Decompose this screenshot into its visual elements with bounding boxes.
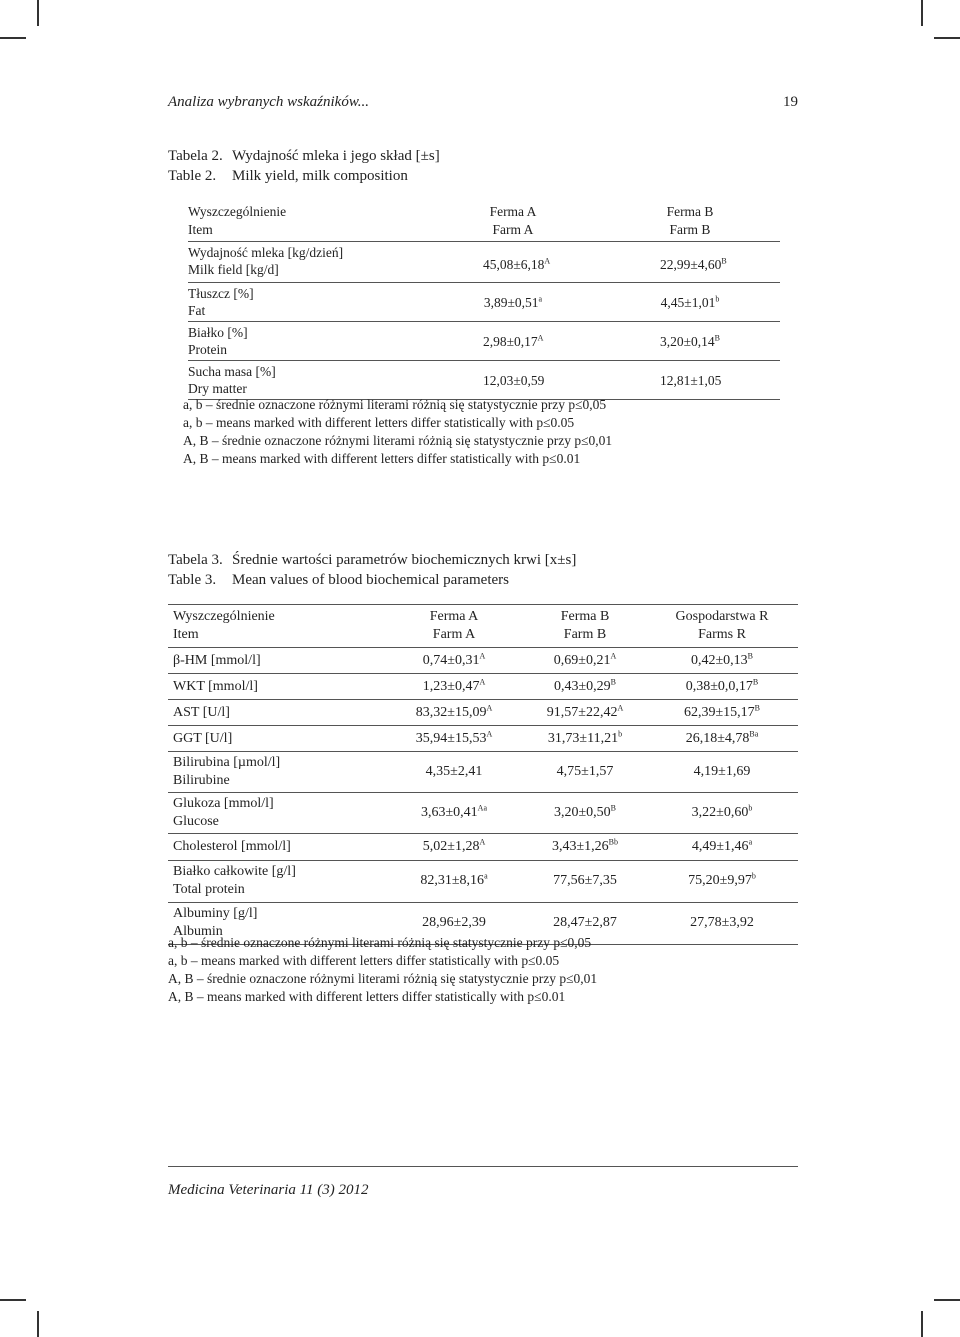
table-row: Bilirubina [µmol/l] Bilirubine 4,35±2,41 4,75±1,57 4,19±1,69 xyxy=(168,752,798,793)
crop-mark xyxy=(921,1311,923,1337)
caption-text: Wydajność mleka i jego skład [±s] xyxy=(232,148,440,164)
table-row: β-HM [mmol/l] $0,74\pm 0,31^A$ $0,69\pm 0,21^A$ $0,42\pm 0,13^B$ xyxy=(168,648,798,674)
crop-mark xyxy=(37,1311,39,1337)
table-note: a, b – means marked with different letters differ statistically with p≤0.05 xyxy=(168,953,560,968)
column-header: Ferma B Farm B xyxy=(666,204,714,237)
column-header: Wyszczególnienie Item xyxy=(188,204,287,237)
running-header xyxy=(168,94,798,111)
table-row: Sucha masa [%] Dry matter 12,03±0,59 12,81±1,05 xyxy=(188,361,780,400)
journal-footer: Medicina Veterinaria 11 (3) 2012 xyxy=(168,1182,369,1198)
crop-mark xyxy=(934,37,960,39)
table-row: Glukoza [mmol/l] Glucose $3,63\pm 0,41^{Aa}$ $3,20\pm 0,50^B$ 3,22±0,60$^b$ xyxy=(168,793,798,834)
table-row: GGT [U/l] $35,94\pm 15,53^A$ 31,73±11,21$^b$ $26,18\pm 4,78^{Ba}$ xyxy=(168,726,798,752)
table3-notes xyxy=(168,934,597,1006)
table2-caption xyxy=(168,146,440,186)
column-header: Ferma B Farm B xyxy=(560,609,610,642)
crop-mark xyxy=(37,0,39,26)
table-row: AST [U/l] $83,32\pm 15,09^A$ $91,57\pm 22,42^A$ $62,39\pm 15,17^B$ xyxy=(168,700,798,726)
table-row: Albuminy [g/l] Albumin 28,96±2,39 28,47±2,87 27,78±3,92 xyxy=(168,903,798,945)
table-note: a, b – średnie oznaczone różnymi literami różnią się statystycznie przy p≤0,05 xyxy=(168,935,592,950)
column-header: Gospodarstwa R Farms R xyxy=(675,609,769,642)
table-note: A, B – means marked with different letters differ statistically with p≤0.01 xyxy=(183,451,581,466)
table-note: A, B – średnie oznaczone różnymi literami różnią się statystycznie przy p≤0,01 xyxy=(168,971,598,986)
table-note: A, B – means marked with different letters differ statistically with p≤0.01 xyxy=(168,989,566,1004)
table-row: Białko [%] Protein $2,98\pm 0,17^A$ $3,20\pm 0,14^B$ xyxy=(188,322,780,361)
table-row: Wydajność mleka [kg/dzień] Milk field [kg/d] $45,08\pm 6,18^A$ $22,99\pm 4,60^B$ xyxy=(188,242,780,283)
crop-mark xyxy=(0,37,26,39)
table3 xyxy=(168,604,798,945)
table2 xyxy=(188,201,780,400)
table2-notes xyxy=(183,396,612,468)
table-row: Białko całkowite [g/l] Total protein 82,31±8,16$^a$ 77,56±7,35 75,20±9,97$^b$ xyxy=(168,861,798,903)
caption-prefix: Table 3. xyxy=(168,572,217,588)
table-header xyxy=(188,201,780,242)
table-row: WKT [mmol/l] $1,23\pm 0,47^A$ $0,43\pm 0,29^B$ $0,38\pm 0,0,17^B$ xyxy=(168,674,798,700)
crop-mark xyxy=(0,1299,26,1301)
caption-text: Milk yield, milk composition xyxy=(232,168,408,184)
table-note: a, b – średnie oznaczone różnymi literami różnią się statystycznie przy p≤0,05 xyxy=(183,397,607,412)
caption-text: Średnie wartości parametrów biochemicznych krwi [x±s] xyxy=(232,552,577,568)
running-title: Analiza wybranych wskaźników... xyxy=(168,94,369,110)
table-note: a, b – means marked with different letters differ statistically with p≤0.05 xyxy=(183,415,575,430)
page-number: 19 xyxy=(783,94,798,110)
table-header xyxy=(168,604,798,648)
table-row: Cholesterol [mmol/l] $5,02\pm 1,28^A$ $3,43\pm 1,26^{Bb}$ 4,49±1,46$^a$ xyxy=(168,834,798,861)
column-header: Ferma A Farm A xyxy=(429,609,479,642)
footer-divider xyxy=(168,1166,798,1167)
caption-prefix: Table 2. xyxy=(168,168,217,184)
caption-text: Mean values of blood biochemical parameters xyxy=(232,572,509,588)
caption-prefix: Tabela 3. xyxy=(168,552,223,568)
column-header: Ferma A Farm A xyxy=(489,204,537,237)
column-header: Wyszczególnienie Item xyxy=(173,609,275,642)
crop-mark xyxy=(921,0,923,26)
table-note: A, B – średnie oznaczone różnymi literami różnią się statystycznie przy p≤0,01 xyxy=(183,433,613,448)
caption-prefix: Tabela 2. xyxy=(168,148,223,164)
table-row: Tłuszcz [%] Fat 3,89±0,51$^a$ 4,45±1,01$^b$ xyxy=(188,283,780,322)
table3-caption xyxy=(168,550,576,590)
crop-mark xyxy=(934,1299,960,1301)
